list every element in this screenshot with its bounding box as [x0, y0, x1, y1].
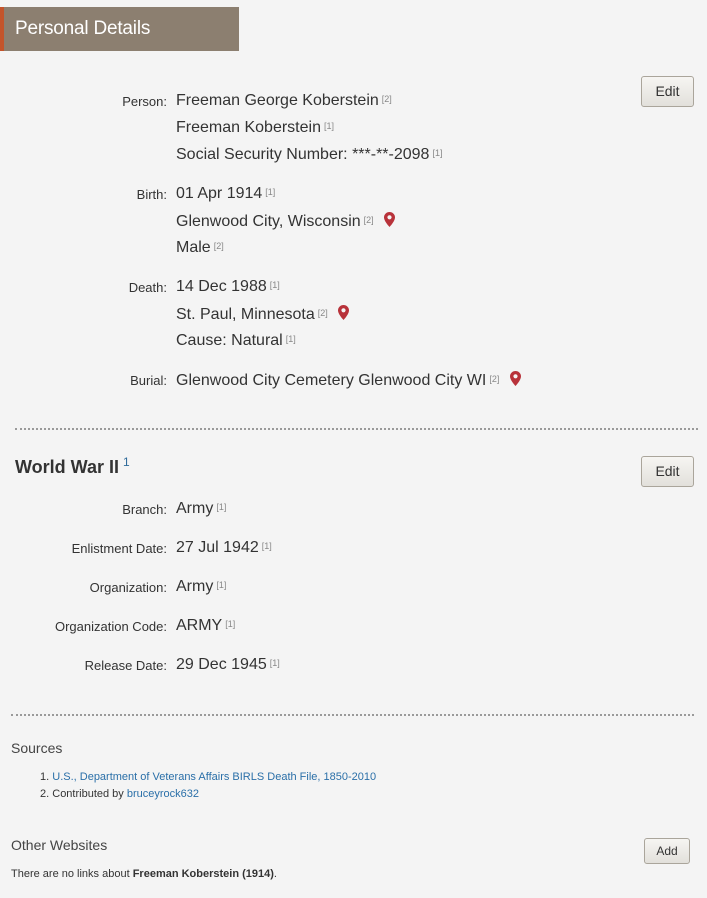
person-name-short: Freeman Koberstein [1]: [176, 119, 334, 136]
citation-ref[interactable]: [2]: [213, 241, 224, 251]
organization-code-label: Organization Code:: [54, 619, 167, 634]
enlistment-date-label: Enlistment Date:: [71, 541, 167, 556]
citation-ref[interactable]: [2]: [363, 215, 374, 225]
map-pin-icon[interactable]: [338, 305, 349, 325]
sources-title: Sources: [11, 740, 63, 756]
branch-value: Army [1]: [176, 500, 227, 517]
death-cause: Cause: Natural [1]: [176, 332, 296, 349]
section-divider: [15, 428, 698, 430]
edit-personal-button[interactable]: Edit: [641, 76, 694, 107]
citation-ref[interactable]: [1]: [269, 658, 280, 668]
other-websites-title: Other Websites: [11, 837, 108, 853]
citation-ref[interactable]: [1]: [261, 541, 272, 551]
citation-ref[interactable]: [2]: [381, 94, 392, 104]
birth-date: 01 Apr 1914 [1]: [176, 185, 276, 202]
organization-label: Organization:: [89, 580, 167, 595]
ww2-section-title: World War II $^1$: [15, 455, 130, 477]
citation-ref[interactable]: [1]: [323, 121, 334, 131]
map-pin-icon[interactable]: [510, 371, 521, 391]
birth-label: Birth:: [136, 187, 167, 202]
source-item: 1. U.S., Department of Veterans Affairs BIRLS Death File, 1850-2010: [40, 771, 377, 783]
ww2-source-ref[interactable]: 1: [123, 455, 130, 469]
contributor-link[interactable]: bruceyrock632: [126, 788, 200, 800]
citation-ref[interactable]: [2]: [489, 374, 500, 384]
source-item: 2. Contributed by bruceyrock632: [40, 788, 200, 800]
person-ssn: Social Security Number: ***-**-2098 [1]: [176, 146, 443, 163]
map-pin-icon[interactable]: [384, 212, 395, 232]
source-link[interactable]: U.S., Department of Veterans Affairs BIRLS Death File, 1850-2010: [52, 771, 377, 783]
death-place: St. Paul, Minnesota [2]: [176, 305, 349, 325]
birth-gender: Male [2]: [176, 239, 224, 256]
no-links-note: There are no links about Freeman Koberstein (1914).: [11, 868, 277, 880]
citation-ref[interactable]: [1]: [432, 148, 443, 158]
citation-ref[interactable]: [2]: [317, 308, 328, 318]
birth-place: Glenwood City, Wisconsin [2]: [176, 212, 395, 232]
citation-ref[interactable]: [1]: [265, 187, 276, 197]
citation-ref[interactable]: [1]: [285, 334, 296, 344]
release-date-label: Release Date:: [84, 658, 167, 673]
personal-details-header: [0, 7, 239, 51]
add-website-button[interactable]: Add: [644, 838, 690, 864]
person-name-full: Freeman George Koberstein [2]: [176, 92, 392, 109]
organization-value: Army [1]: [176, 578, 227, 595]
release-date-value: 29 Dec 1945 [1]: [176, 656, 280, 673]
enlistment-date-value: 27 Jul 1942 [1]: [176, 539, 272, 556]
burial-place: Glenwood City Cemetery Glenwood City WI [2]: [176, 371, 521, 391]
death-label: Death:: [128, 280, 167, 295]
citation-ref[interactable]: [1]: [216, 580, 227, 590]
citation-ref[interactable]: [1]: [225, 619, 236, 629]
person-label: Person:: [122, 94, 167, 109]
citation-ref[interactable]: [1]: [216, 502, 227, 512]
personal-details-title: Personal Details: [15, 18, 151, 39]
branch-label: Branch:: [122, 502, 167, 517]
burial-label: Burial:: [130, 373, 167, 388]
death-date: 14 Dec 1988 [1]: [176, 278, 280, 295]
citation-ref[interactable]: [1]: [269, 280, 280, 290]
organization-code-value: ARMY [1]: [176, 617, 236, 634]
section-divider: [11, 714, 694, 716]
edit-ww2-button[interactable]: Edit: [641, 456, 694, 487]
